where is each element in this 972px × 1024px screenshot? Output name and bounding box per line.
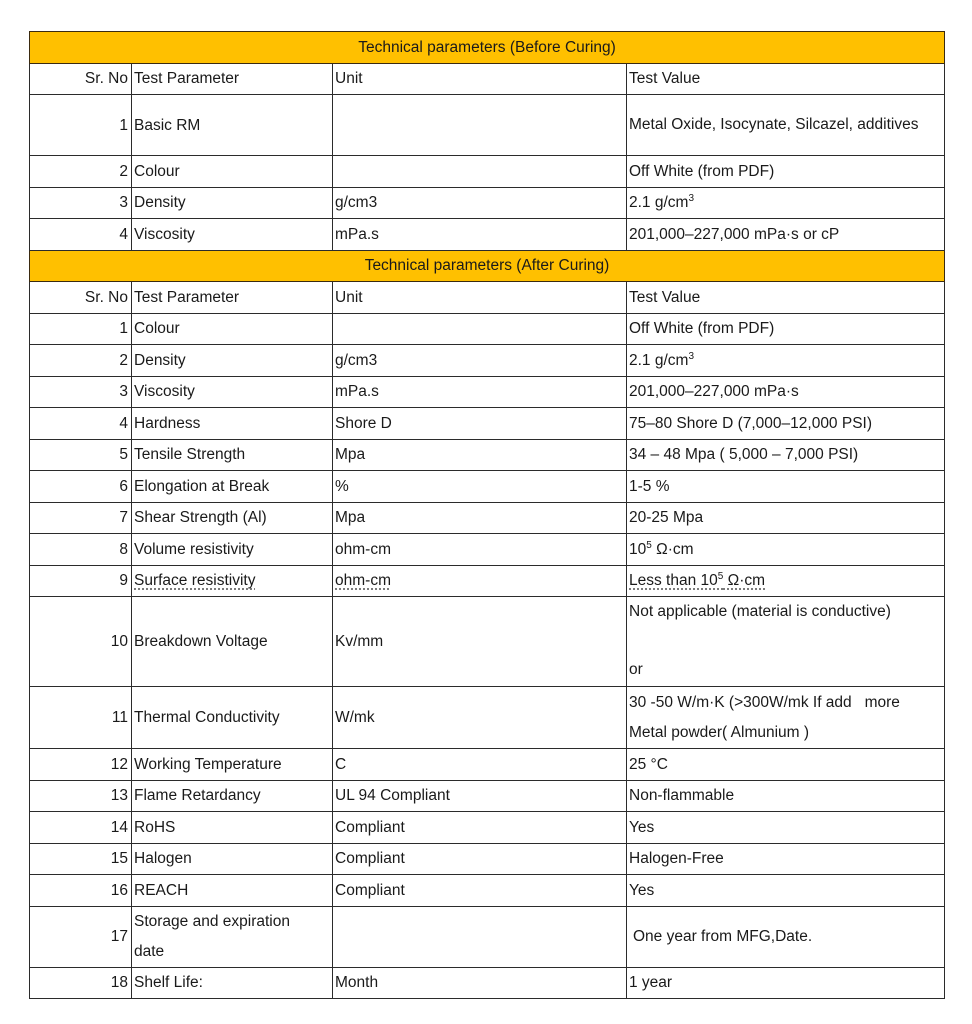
sr-no: 13 [30, 780, 132, 812]
value-unit: Ω·cm [723, 572, 766, 590]
test-value: 25 °C [627, 749, 945, 781]
sr-no: 2 [30, 345, 132, 377]
test-parameter: Working Temperature [132, 749, 333, 781]
unit: mPa.s [333, 219, 627, 251]
test-value: 1 year [627, 967, 945, 999]
sr-no: 1 [30, 313, 132, 345]
sr-no: 12 [30, 749, 132, 781]
test-parameter [132, 565, 333, 597]
sr-no: 4 [30, 408, 132, 440]
test-parameter: Density [132, 345, 333, 377]
table-row [30, 687, 945, 749]
test-parameter [132, 906, 333, 967]
test-parameter: Density [132, 187, 333, 219]
table-row [30, 345, 945, 377]
table-row [30, 534, 945, 566]
value-text: 2.1 g/cm [629, 351, 689, 369]
header-test-value: Test Value [627, 282, 945, 314]
test-value: Yes [627, 812, 945, 844]
superscript: 3 [688, 350, 695, 362]
test-parameter: Hardness [132, 408, 333, 440]
test-parameter: Viscosity [132, 376, 333, 408]
sr-no: 16 [30, 875, 132, 907]
section-header-after-curing [30, 250, 945, 282]
test-value: 20-25 Mpa [627, 502, 945, 534]
unit [333, 95, 627, 156]
sr-no: 3 [30, 187, 132, 219]
unit: W/mk [333, 687, 627, 749]
unit: % [333, 471, 627, 503]
unit: C [333, 749, 627, 781]
test-parameter: REACH [132, 875, 333, 907]
test-value: 34 – 48 Mpa ( 5,000 – 7,000 PSI) [627, 439, 945, 471]
table-row [30, 156, 945, 188]
test-value: Yes [627, 875, 945, 907]
test-value: Non-flammable [627, 780, 945, 812]
test-parameter: Colour [132, 313, 333, 345]
header-sr-no: Sr. No [30, 282, 132, 314]
table-row [30, 565, 945, 597]
test-parameter: Thermal Conductivity [132, 687, 333, 749]
header-test-value: Test Value [627, 63, 945, 95]
section-title: Technical parameters (After Curing) [30, 250, 945, 282]
test-value [627, 687, 945, 749]
table-row [30, 502, 945, 534]
table-row [30, 408, 945, 440]
header-test-parameter: Test Parameter [132, 282, 333, 314]
unit: Compliant [333, 812, 627, 844]
test-value: 75–80 Shore D (7,000–12,000 PSI) [627, 408, 945, 440]
technical-parameters-table [29, 31, 945, 999]
column-header-row [30, 63, 945, 95]
test-parameter: Elongation at Break [132, 471, 333, 503]
test-parameter: Colour [132, 156, 333, 188]
unit: g/cm3 [333, 345, 627, 377]
unit [333, 565, 627, 597]
value-line-2: or [629, 661, 643, 678]
value-line-1: 30 -50 W/m·K (>300W/mk If add more [629, 693, 900, 711]
sr-no: 4 [30, 219, 132, 251]
sr-no: 3 [30, 376, 132, 408]
table-row [30, 875, 945, 907]
test-value [627, 565, 945, 597]
test-parameter: Shelf Life: [132, 967, 333, 999]
test-value: One year from MFG,Date. [627, 906, 945, 967]
section-title: Technical parameters (Before Curing) [30, 32, 945, 64]
unit: Shore D [333, 408, 627, 440]
superscript: 5 [717, 571, 724, 583]
header-test-parameter: Test Parameter [132, 63, 333, 95]
table-row [30, 219, 945, 251]
sr-no: 10 [30, 597, 132, 687]
unit: Kv/mm [333, 597, 627, 687]
test-value [627, 534, 945, 566]
sr-no: 18 [30, 967, 132, 999]
test-parameter: Flame Retardancy [132, 780, 333, 812]
table-row [30, 749, 945, 781]
unit: UL 94 Compliant [333, 780, 627, 812]
sr-no: 11 [30, 687, 132, 749]
value-text: 10 [629, 540, 647, 558]
sr-no: 1 [30, 95, 132, 156]
unit: Compliant [333, 875, 627, 907]
test-value [627, 597, 945, 687]
sr-no: 5 [30, 439, 132, 471]
spellcheck-underlined-text: ohm-cm [335, 572, 391, 590]
value-text: Less than 10 [629, 572, 718, 590]
unit: g/cm3 [333, 187, 627, 219]
test-parameter: RoHS [132, 812, 333, 844]
table-row [30, 906, 945, 967]
sr-no: 2 [30, 156, 132, 188]
spellcheck-underlined-text: Surface resistivity [134, 572, 256, 590]
unit: Mpa [333, 502, 627, 534]
test-parameter: Halogen [132, 843, 333, 875]
test-parameter: Breakdown Voltage [132, 597, 333, 687]
header-unit: Unit [333, 63, 627, 95]
table-row [30, 313, 945, 345]
table-row [30, 967, 945, 999]
test-parameter: Volume resistivity [132, 534, 333, 566]
test-value: Off White (from PDF) [627, 313, 945, 345]
table-row [30, 95, 945, 156]
unit: ohm-cm [333, 534, 627, 566]
column-header-row [30, 282, 945, 314]
test-value [627, 187, 945, 219]
test-value: Halogen-Free [627, 843, 945, 875]
test-value: 1-5 % [627, 471, 945, 503]
test-value: 201,000–227,000 mPa·s or cP [627, 219, 945, 251]
table-row [30, 439, 945, 471]
sr-no: 6 [30, 471, 132, 503]
superscript: 3 [688, 193, 695, 205]
table-row [30, 780, 945, 812]
header-sr-no: Sr. No [30, 63, 132, 95]
value-line-2: Metal powder( Almunium ) [629, 723, 810, 741]
test-value: Off White (from PDF) [627, 156, 945, 188]
sr-no: 17 [30, 906, 132, 967]
test-parameter: Shear Strength (Al) [132, 502, 333, 534]
unit [333, 906, 627, 967]
sr-no: 9 [30, 565, 132, 597]
test-parameter: Tensile Strength [132, 439, 333, 471]
unit: Mpa [333, 439, 627, 471]
test-parameter: Viscosity [132, 219, 333, 251]
superscript: 5 [646, 539, 652, 551]
test-parameter: Basic RM [132, 95, 333, 156]
param-line-2: date [134, 942, 165, 960]
table-row [30, 597, 945, 687]
unit [333, 313, 627, 345]
unit: Compliant [333, 843, 627, 875]
header-unit: Unit [333, 282, 627, 314]
sr-no: 14 [30, 812, 132, 844]
table-row [30, 187, 945, 219]
test-value [627, 345, 945, 377]
value-line-1: Not applicable (material is conductive) [629, 603, 891, 620]
param-line-1: Storage and expiration [134, 912, 290, 930]
table-row [30, 843, 945, 875]
table-row [30, 471, 945, 503]
table-row [30, 812, 945, 844]
sr-no: 8 [30, 534, 132, 566]
test-value: Metal Oxide, Isocynate, Silcazel, additives [627, 95, 945, 156]
table-row [30, 376, 945, 408]
test-value: 201,000–227,000 mPa·s [627, 376, 945, 408]
section-header-before-curing [30, 32, 945, 64]
sr-no: 15 [30, 843, 132, 875]
unit: mPa.s [333, 376, 627, 408]
unit: Month [333, 967, 627, 999]
value-text: 2.1 g/cm [629, 194, 689, 212]
value-unit: Ω·cm [651, 540, 694, 558]
sr-no: 7 [30, 502, 132, 534]
unit [333, 156, 627, 188]
